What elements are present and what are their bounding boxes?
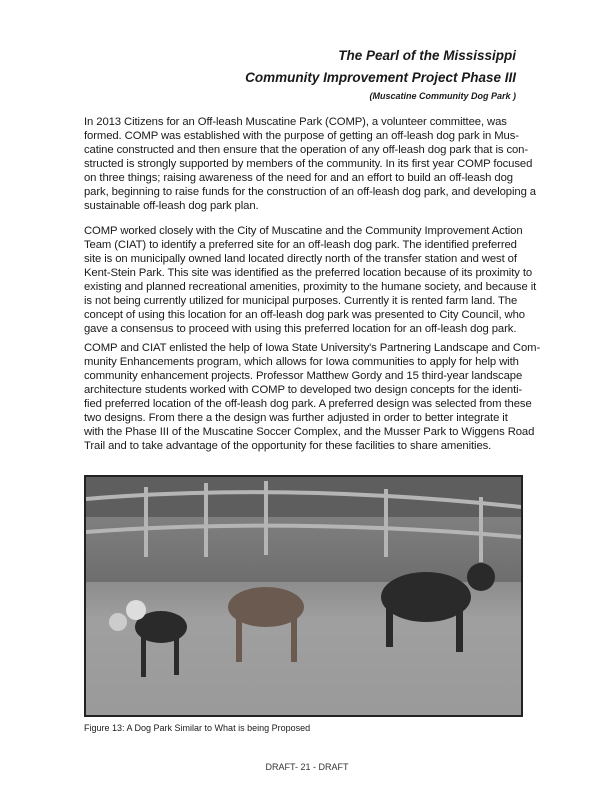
paragraph-line: community enhancement projects. Professor Matthew Gordy and 15 third-year landscape (84, 370, 523, 382)
paragraph-line: Team (CIAT) to identify a preferred site for an off-leash dog park. The identified preferred (84, 239, 517, 251)
paragraph-line: Trail and to take advantage of the opportunity for these facilities to share amenities. (84, 440, 492, 452)
paragraph-line: is not being currently utilized for municipal purposes. Currently it is rented farm land. The (84, 295, 518, 307)
paragraph-line: In 2013 Citizens for an Off-leash Muscatine Park (COMP), a volunteer committee, was (84, 116, 507, 128)
paragraph-line: two designs. From there a the design was further adjusted in order to better integrate it (84, 412, 508, 424)
figure-caption: Figure 13: A Dog Park Similar to What is being Proposed (84, 723, 311, 733)
paragraph-line: site is on municipally owned land located directly north of the transfer station and west of (84, 253, 517, 265)
paragraph-line: existing and planned recreational amenities, proximity to the humane society, and because it (84, 281, 537, 293)
paragraph-line: on three things; raising awareness of the need for and an effort to build an off-leash dog (84, 172, 513, 184)
paragraph-line: with the Phase III of the Muscatine Soccer Complex, and the Musser Park to Wiggens Road (84, 426, 535, 438)
paragraph-line: concept of using this location for an off-leash dog park was presented to City Council, who (84, 309, 525, 321)
paragraph-comp-formation (84, 115, 536, 213)
page-footer: DRAFT- 21 - DRAFT (265, 762, 349, 772)
paragraph-site-selection (84, 224, 537, 336)
document-title: The Pearl of the Mississippi (338, 48, 516, 63)
paragraph-line: COMP and CIAT enlisted the help of Iowa State University's Partnering Landscape and Com- (84, 342, 541, 354)
project-name: (Muscatine Community Dog Park ) (369, 91, 516, 101)
paragraph-design-process (84, 341, 541, 453)
paragraph-line: COMP worked closely with the City of Muscatine and the Community Improvement Action (84, 225, 523, 237)
paragraph-line: sustainable off-leash dog park plan. (84, 200, 259, 212)
paragraph-line: catine constructed and then ensure that the operation of any off-leash dog park that is con- (84, 144, 529, 156)
paragraph-line: munity Enhancements program, which allows for Iowa communities to apply for help with (84, 356, 519, 368)
paragraph-line: park, beginning to raise funds for the construction of an off-leash dog park, and developing a (84, 186, 536, 198)
paragraph-line: fied preferred location of the off-leash dog park. A preferred design was selected from these (84, 398, 532, 410)
document-subtitle: Community Improvement Project Phase III (245, 70, 516, 85)
paragraph-line: formed. COMP was established with the purpose of getting an off-leash dog park in Mus- (84, 130, 519, 142)
paragraph-line: structed is strongly supported by members of the community. In its first year COMP focused (84, 158, 533, 170)
paragraph-line: Kent-Stein Park. This site was identified as the preferred location because of its proximity to (84, 267, 533, 279)
paragraph-line: gave a consensus to proceed with using this preferred location for an off-leash dog park. (84, 323, 517, 335)
dog-park-photo (84, 475, 523, 717)
paragraph-line: architecture students worked with COMP to developed two design concepts for the identi- (84, 384, 523, 396)
